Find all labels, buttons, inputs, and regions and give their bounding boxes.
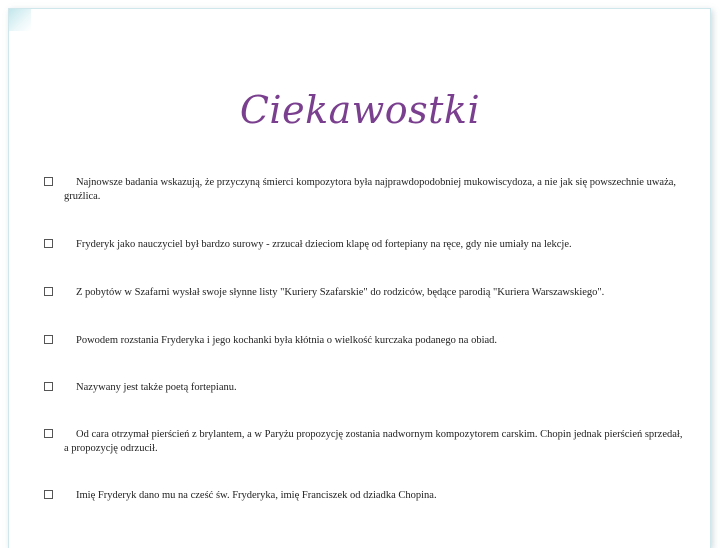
bullet-icon (44, 177, 53, 186)
bullet-icon (44, 335, 53, 344)
list-item (44, 176, 684, 204)
bullet-text: Powodem rozstania Fryderyka i jego kochanki była kłótnia o wielkość kurczaka podanego na obiad. (76, 335, 498, 346)
bullet-icon (44, 382, 53, 391)
slide-title: Ciekawostki (239, 88, 481, 132)
bullet-text: Fryderyk jako nauczyciel był bardzo surowy - zrzucał dzieciom klapę od fortepiany na ręce, gdy nie umiały na lekcje. (76, 239, 572, 250)
bullet-icon (44, 239, 53, 248)
bullet-icon (44, 287, 53, 296)
list-item (44, 286, 684, 300)
list-item (44, 489, 684, 503)
list-item (44, 381, 684, 395)
bullet-text: Najnowsze badania wskazują, że przyczyną śmierci kompozytora była najprawdopodobniej mukowiscydoza, a nie jak się powszechnie uważa, gruźlica. (64, 177, 677, 202)
list-item (44, 428, 684, 456)
corner-decoration (9, 9, 31, 31)
bullet-text: Z pobytów w Szafarni wysłał swoje słynne listy "Kuriery Szafarskie" do rodziców, będące parodią "Kuriera Warszawskiego". (76, 287, 605, 298)
list-item (44, 238, 684, 252)
bullet-icon (44, 429, 53, 438)
bullet-text: Od cara otrzymał pierścień z brylantem, a w Paryżu propozycję zostania nadwornym kompozytorem carskim. Chopin jednak pierścień sprzedał, a propozycję odrzucił. (64, 429, 683, 454)
bullet-text: Nazywany jest także poetą fortepianu. (76, 382, 237, 393)
bullet-text: Imię Fryderyk dano mu na cześć św. Fryderyka, imię Franciszek od dziadka Chopina. (76, 490, 437, 501)
list-item (44, 334, 684, 348)
bullet-icon (44, 490, 53, 499)
